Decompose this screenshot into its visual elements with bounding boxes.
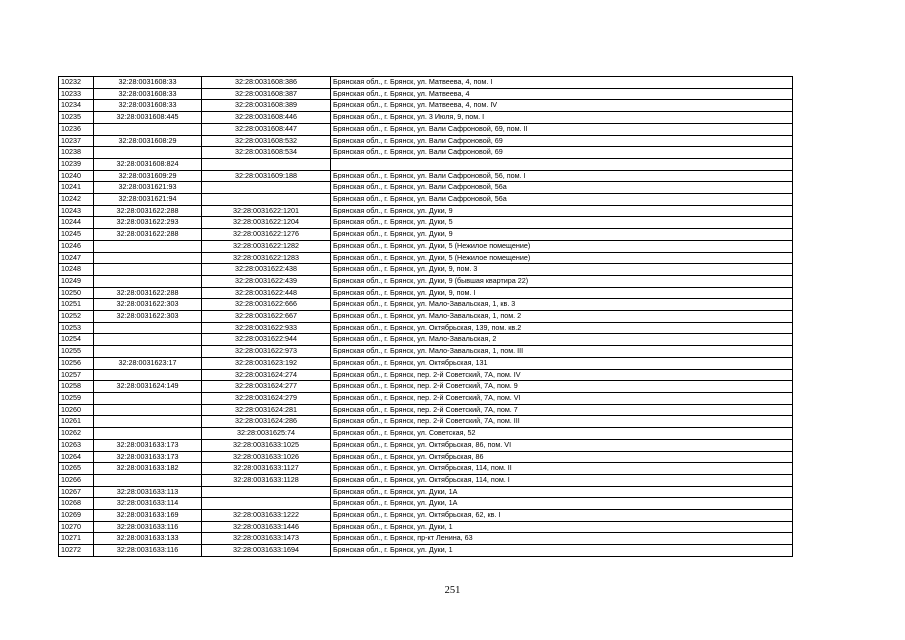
parent-cadastral-number-cell: 32:28:0031622:288 [94,229,202,241]
cadastral-number-cell: 32:28:0031633:1446 [202,521,331,533]
cadastral-number-cell: 32:28:0031622:973 [202,346,331,358]
table-row [59,240,793,252]
address-cell: Брянская обл., г. Брянск, ул. Дуки, 1 [331,545,793,557]
parent-cadastral-number-cell: 32:28:0031633:182 [94,463,202,475]
table-row [59,182,793,194]
parent-cadastral-number-cell: 32:28:0031621:93 [94,182,202,194]
parent-cadastral-number-cell: 32:28:0031633:169 [94,510,202,522]
cadastral-number-cell: 32:28:0031625:74 [202,428,331,440]
cadastral-number-cell: 32:28:0031633:1128 [202,474,331,486]
parent-cadastral-number-cell: 32:28:0031608:33 [94,77,202,89]
address-cell: Брянская обл., г. Брянск, ул. Вали Сафроновой, 69 [331,135,793,147]
address-cell: Брянская обл., г. Брянск, ул. Октябрьская, 139, пом. кв.2 [331,322,793,334]
address-cell: Брянская обл., г. Брянск, ул. Мало-Завальская, 1, пом. III [331,346,793,358]
row-number-cell: 10266 [59,474,94,486]
row-number-cell: 10238 [59,147,94,159]
table-row [59,416,793,428]
cadastral-number-cell: 32:28:0031622:1283 [202,252,331,264]
row-number-cell: 10246 [59,240,94,252]
row-number-cell: 10249 [59,275,94,287]
address-cell: Брянская обл., г. Брянск, пер. 2-й Советский, 7А, пом. VI [331,392,793,404]
parent-cadastral-number-cell [94,369,202,381]
row-number-cell: 10262 [59,428,94,440]
cadastral-number-cell: 32:28:0031622:944 [202,334,331,346]
address-cell: Брянская обл., г. Брянск, пер. 2-й Советский, 7А, пом. IV [331,369,793,381]
cadastral-number-cell: 32:28:0031622:667 [202,311,331,323]
address-cell: Брянская обл., г. Брянск, пер. 2-й Советский, 7А, пом. III [331,416,793,428]
table-row [59,533,793,545]
address-cell: Брянская обл., г. Брянск, ул. Дуки, 9, пом. I [331,287,793,299]
row-number-cell: 10257 [59,369,94,381]
table-row [59,346,793,358]
parent-cadastral-number-cell: 32:28:0031633:116 [94,521,202,533]
parent-cadastral-number-cell: 32:28:0031633:133 [94,533,202,545]
cadastral-number-cell: 32:28:0031624:286 [202,416,331,428]
address-cell: Брянская обл., г. Брянск, ул. Дуки, 5 (Нежилое помещение) [331,240,793,252]
row-number-cell: 10255 [59,346,94,358]
row-number-cell: 10232 [59,77,94,89]
row-number-cell: 10237 [59,135,94,147]
table-row [59,158,793,170]
cadastral-number-cell [202,498,331,510]
address-cell: Брянская обл., г. Брянск, ул. Октябрьская, 131 [331,357,793,369]
table-row [59,147,793,159]
cadastral-number-cell [202,158,331,170]
parent-cadastral-number-cell: 32:28:0031608:33 [94,100,202,112]
parent-cadastral-number-cell: 32:28:0031622:288 [94,205,202,217]
parent-cadastral-number-cell [94,147,202,159]
table-row [59,287,793,299]
row-number-cell: 10248 [59,264,94,276]
cadastral-number-cell: 32:28:0031608:447 [202,123,331,135]
parent-cadastral-number-cell [94,428,202,440]
address-cell: Брянская обл., г. Брянск, ул. Вали Сафроновой, 69 [331,147,793,159]
row-number-cell: 10251 [59,299,94,311]
table-row [59,100,793,112]
row-number-cell: 10236 [59,123,94,135]
table-row [59,369,793,381]
parent-cadastral-number-cell: 32:28:0031608:445 [94,112,202,124]
row-number-cell: 10245 [59,229,94,241]
table-row [59,88,793,100]
row-number-cell: 10269 [59,510,94,522]
parent-cadastral-number-cell [94,264,202,276]
row-number-cell: 10261 [59,416,94,428]
address-cell: Брянская обл., г. Брянск, ул. Дуки, 1 [331,521,793,533]
address-cell: Брянская обл., г. Брянск, ул. Мало-Завальская, 1, кв. 3 [331,299,793,311]
row-number-cell: 10263 [59,439,94,451]
address-cell: Брянская обл., г. Брянск, пер. 2-й Советский, 7А, пом. 9 [331,381,793,393]
parent-cadastral-number-cell: 32:28:0031622:303 [94,311,202,323]
cadastral-number-cell: 32:28:0031608:386 [202,77,331,89]
cadastral-number-cell: 32:28:0031622:1276 [202,229,331,241]
row-number-cell: 10256 [59,357,94,369]
parent-cadastral-number-cell [94,392,202,404]
table-row [59,439,793,451]
parent-cadastral-number-cell: 32:28:0031624:149 [94,381,202,393]
cadastral-number-cell: 32:28:0031624:274 [202,369,331,381]
table-row [59,463,793,475]
address-cell: Брянская обл., г. Брянск, ул. Вали Сафроновой, 69, пом. II [331,123,793,135]
parent-cadastral-number-cell [94,416,202,428]
table-row [59,381,793,393]
address-cell: Брянская обл., г. Брянск, ул. Дуки, 5 (Нежилое помещение) [331,252,793,264]
parent-cadastral-number-cell: 32:28:0031633:173 [94,439,202,451]
parent-cadastral-number-cell: 32:28:0031622:303 [94,299,202,311]
cadastral-number-cell [202,182,331,194]
table-row [59,217,793,229]
row-number-cell: 10235 [59,112,94,124]
cadastral-number-cell: 32:28:0031608:446 [202,112,331,124]
address-cell: Брянская обл., г. Брянск, ул. Октябрьская, 86, пом. VI [331,439,793,451]
address-cell: Брянская обл., г. Брянск, ул. Октябрьская, 62, кв. I [331,510,793,522]
row-number-cell: 10239 [59,158,94,170]
cadastral-number-cell: 32:28:0031633:1026 [202,451,331,463]
row-number-cell: 10242 [59,194,94,206]
address-cell: Брянская обл., г. Брянск, ул. Дуки, 1А [331,486,793,498]
table-row [59,77,793,89]
address-cell: Брянская обл., г. Брянск, ул. Октябрьская, 114, пом. II [331,463,793,475]
cadastral-number-cell [202,194,331,206]
cadastral-number-cell: 32:28:0031622:438 [202,264,331,276]
address-cell: Брянская обл., г. Брянск, ул. Дуки, 9 (бывшая квартира 22) [331,275,793,287]
address-cell: Брянская обл., г. Брянск, ул. Советская, 52 [331,428,793,440]
table-row [59,299,793,311]
table-row [59,264,793,276]
address-cell: Брянская обл., г. Брянск, ул. Дуки, 9, пом. 3 [331,264,793,276]
row-number-cell: 10268 [59,498,94,510]
cadastral-number-cell: 32:28:0031608:534 [202,147,331,159]
table-row [59,205,793,217]
row-number-cell: 10247 [59,252,94,264]
table-row [59,334,793,346]
cadastral-number-cell: 32:28:0031622:448 [202,287,331,299]
row-number-cell: 10250 [59,287,94,299]
table-row [59,486,793,498]
cadastral-number-cell: 32:28:0031622:933 [202,322,331,334]
row-number-cell: 10264 [59,451,94,463]
parent-cadastral-number-cell: 32:28:0031608:33 [94,88,202,100]
cadastral-number-cell: 32:28:0031624:279 [202,392,331,404]
parent-cadastral-number-cell [94,240,202,252]
parent-cadastral-number-cell: 32:28:0031633:116 [94,545,202,557]
parent-cadastral-number-cell: 32:28:0031633:173 [94,451,202,463]
parent-cadastral-number-cell: 32:28:0031622:288 [94,287,202,299]
cadastral-number-cell [202,486,331,498]
table-row [59,170,793,182]
cadastral-number-cell: 32:28:0031624:281 [202,404,331,416]
table-row [59,135,793,147]
address-cell: Брянская обл., г. Брянск, ул. Мало-Завальская, 2 [331,334,793,346]
row-number-cell: 10241 [59,182,94,194]
cadastral-number-cell: 32:28:0031633:1127 [202,463,331,475]
table-row [59,392,793,404]
table-row [59,275,793,287]
cadastral-number-cell: 32:28:0031622:439 [202,275,331,287]
row-number-cell: 10267 [59,486,94,498]
parent-cadastral-number-cell: 32:28:0031608:824 [94,158,202,170]
row-number-cell: 10271 [59,533,94,545]
address-cell: Брянская обл., г. Брянск, ул. Вали Сафроновой, 56, пом. I [331,170,793,182]
table-row [59,521,793,533]
row-number-cell: 10252 [59,311,94,323]
parent-cadastral-number-cell: 32:28:0031633:114 [94,498,202,510]
address-cell [331,158,793,170]
address-cell: Брянская обл., г. Брянск, ул. Матвеева, 4, пом. IV [331,100,793,112]
address-cell: Брянская обл., г. Брянск, ул. Дуки, 1А [331,498,793,510]
row-number-cell: 10243 [59,205,94,217]
table-row [59,474,793,486]
row-number-cell: 10272 [59,545,94,557]
parent-cadastral-number-cell [94,252,202,264]
cadastral-number-cell: 32:28:0031623:192 [202,357,331,369]
address-cell: Брянская обл., г. Брянск, ул. Дуки, 5 [331,217,793,229]
table-row [59,123,793,135]
table-row [59,357,793,369]
cadastral-number-cell: 32:28:0031622:1282 [202,240,331,252]
cadastral-number-cell: 32:28:0031608:532 [202,135,331,147]
row-number-cell: 10240 [59,170,94,182]
cadastral-number-cell: 32:28:0031622:1204 [202,217,331,229]
address-cell: Брянская обл., г. Брянск, ул. Октябрьская, 86 [331,451,793,463]
table-row [59,498,793,510]
table-row [59,404,793,416]
table-row [59,112,793,124]
cadastral-number-cell: 32:28:0031633:1473 [202,533,331,545]
address-cell: Брянская обл., г. Брянск, ул. Вали Сафроновой, 56а [331,194,793,206]
cadastral-number-cell: 32:28:0031608:389 [202,100,331,112]
row-number-cell: 10253 [59,322,94,334]
table-row [59,451,793,463]
page-number: 251 [444,585,461,596]
cadastral-number-cell: 32:28:0031622:666 [202,299,331,311]
parent-cadastral-number-cell: 32:28:0031608:29 [94,135,202,147]
row-number-cell: 10254 [59,334,94,346]
row-number-cell: 10233 [59,88,94,100]
cadastral-number-cell: 32:28:0031633:1222 [202,510,331,522]
cadastral-number-cell: 32:28:0031624:277 [202,381,331,393]
address-cell: Брянская обл., г. Брянск, ул. Матвеева, 4 [331,88,793,100]
row-number-cell: 10259 [59,392,94,404]
table-row [59,428,793,440]
row-number-cell: 10270 [59,521,94,533]
address-cell: Брянская обл., г. Брянск, пер. 2-й Советский, 7А, пом. 7 [331,404,793,416]
table-row [59,252,793,264]
table-row [59,311,793,323]
parent-cadastral-number-cell [94,275,202,287]
row-number-cell: 10265 [59,463,94,475]
address-cell: Брянская обл., г. Брянск, ул. Мало-Завальская, 1, пом. 2 [331,311,793,323]
cadastral-number-cell: 32:28:0031609:188 [202,170,331,182]
parent-cadastral-number-cell [94,474,202,486]
address-cell: Брянская обл., г. Брянск, ул. Вали Сафроновой, 56а [331,182,793,194]
parent-cadastral-number-cell: 32:28:0031622:293 [94,217,202,229]
parent-cadastral-number-cell: 32:28:0031623:17 [94,357,202,369]
row-number-cell: 10234 [59,100,94,112]
parent-cadastral-number-cell [94,123,202,135]
address-cell: Брянская обл., г. Брянск, ул. 3 Июля, 9, пом. I [331,112,793,124]
table-row [59,229,793,241]
table-row [59,194,793,206]
cadastral-number-cell: 32:28:0031633:1694 [202,545,331,557]
cadastral-number-cell: 32:28:0031608:387 [202,88,331,100]
table-row [59,545,793,557]
parent-cadastral-number-cell [94,404,202,416]
row-number-cell: 10260 [59,404,94,416]
parent-cadastral-number-cell: 32:28:0031621:94 [94,194,202,206]
table-row [59,510,793,522]
address-cell: Брянская обл., г. Брянск, ул. Дуки, 9 [331,205,793,217]
cadastral-number-cell: 32:28:0031622:1201 [202,205,331,217]
parent-cadastral-number-cell [94,334,202,346]
address-cell: Брянская обл., г. Брянск, ул. Матвеева, 4, пом. I [331,77,793,89]
row-number-cell: 10258 [59,381,94,393]
registry-table-body [59,77,793,557]
parent-cadastral-number-cell: 32:28:0031633:113 [94,486,202,498]
address-cell: Брянская обл., г. Брянск, пр-кт Ленина, 63 [331,533,793,545]
cadastral-number-cell: 32:28:0031633:1025 [202,439,331,451]
parent-cadastral-number-cell [94,322,202,334]
property-registry-table [58,76,793,557]
parent-cadastral-number-cell [94,346,202,358]
table-row [59,322,793,334]
address-cell: Брянская обл., г. Брянск, ул. Дуки, 9 [331,229,793,241]
row-number-cell: 10244 [59,217,94,229]
parent-cadastral-number-cell: 32:28:0031609:29 [94,170,202,182]
address-cell: Брянская обл., г. Брянск, ул. Октябрьская, 114, пом. I [331,474,793,486]
